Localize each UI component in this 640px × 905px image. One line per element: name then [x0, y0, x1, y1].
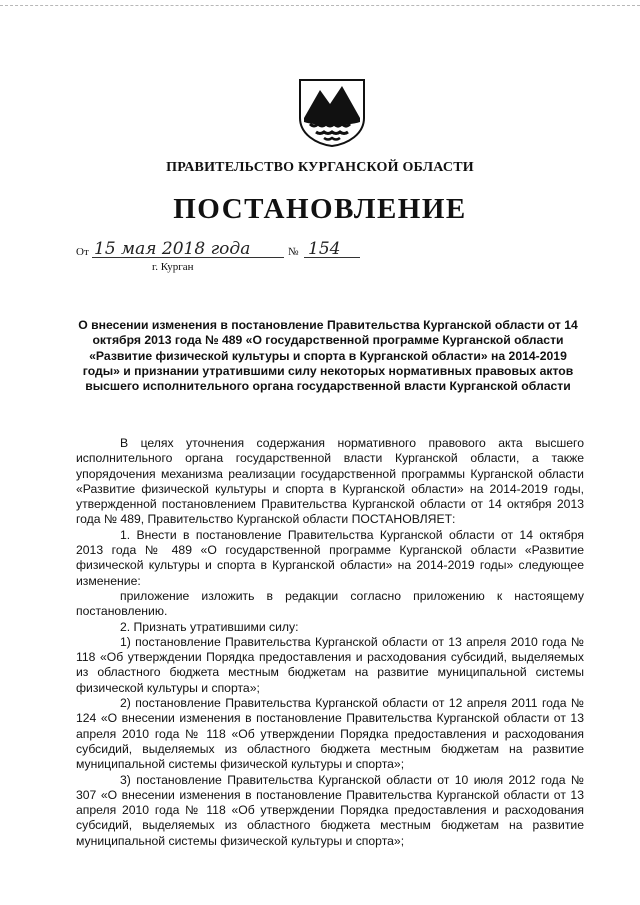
paragraph-item-1-text: приложение изложить в редакции согласно приложению к настоящему постановлению.	[76, 588, 584, 619]
paragraph-item-2-1: 1) постановление Правительства Курганской области от 13 апреля 2010 года № 118 «Об утверждении Порядка предоставления и расходования субсидий, выделяемых из областного бюджета местным бюджетам на развитие муниципальной системы физической культуры и спорта»;	[76, 634, 584, 695]
handwritten-number: 154	[308, 239, 341, 259]
government-name: ПРАВИТЕЛЬСТВО КУРГАНСКОЙ ОБЛАСТИ	[166, 160, 474, 175]
date-underline	[92, 257, 284, 258]
city-label: г. Курган	[152, 261, 194, 273]
number-prefix-label: №	[288, 246, 299, 258]
date-number-line	[76, 240, 376, 276]
paragraph-item-2: 2. Признать утратившими силу:	[120, 619, 299, 634]
paragraph-item-2-2: 2) постановление Правительства Курганской области от 12 апреля 2011 года № 124 «О внесении изменения в постановление Правительства Курганской области от 13 апреля 2010 года № 118 «Об утверждении Порядка предоставления и расходования субсидий, выделяемых из областного бюджета местным бюджетам на развитие муниципальной системы физической культуры и спорта»;	[76, 696, 584, 772]
resolution-body	[76, 436, 584, 849]
document-type-title: ПОСТАНОВЛЕНИЕ	[173, 193, 467, 225]
date-prefix-label: От	[76, 246, 89, 258]
paragraph-preamble: В целях уточнения содержания нормативного правового акта высшего исполнительного органа государственной власти Курганской области, а также упорядочения механизма реализации государственной программы Курганской области «Развитие физической культуры и спорта в Курганской области» на 2014-2019 годы, утвержденной постановлением Правительства Курганской области от 14 октября 2013 года № 489, Правительство Курганской области ПОСТАНОВЛЯЕТ:	[76, 436, 584, 527]
scan-edge-dashes	[0, 5, 640, 6]
coat-of-arms-emblem	[296, 78, 368, 148]
handwritten-date: 15 мая 2018 года	[94, 239, 251, 259]
resolution-subject: О внесении изменения в постановление Правительства Курганской области от 14 октября 2013 года № 489 «О государственной программе Курганской области «Развитие физической культуры и спорта в Курганской области» на 2014-2019 годы» и признании утратившими силу некоторых нормативных правовых актов высшего исполнительного органа государственной власти Курганской области	[78, 318, 578, 394]
paragraph-item-1: 1. Внести в постановление Правительства Курганской области от 14 октября 2013 года № 489 «О государственной программе Курганской области «Развитие физической культуры и спорта в Курганской области» на 2014-2019 годы» следующее изменение:	[76, 527, 584, 588]
paragraph-item-2-3: 3) постановление Правительства Курганской области от 10 июля 2012 года № 307 «О внесении изменения в постановление Правительства Курганской области от 13 апреля 2010 года № 118 «Об утверждении Порядка предоставления и расходования субсидий, выделяемых из областного бюджета местным бюджетам на развитие муниципальной системы физической культуры и спорта»;	[76, 772, 584, 848]
number-underline	[304, 257, 360, 258]
